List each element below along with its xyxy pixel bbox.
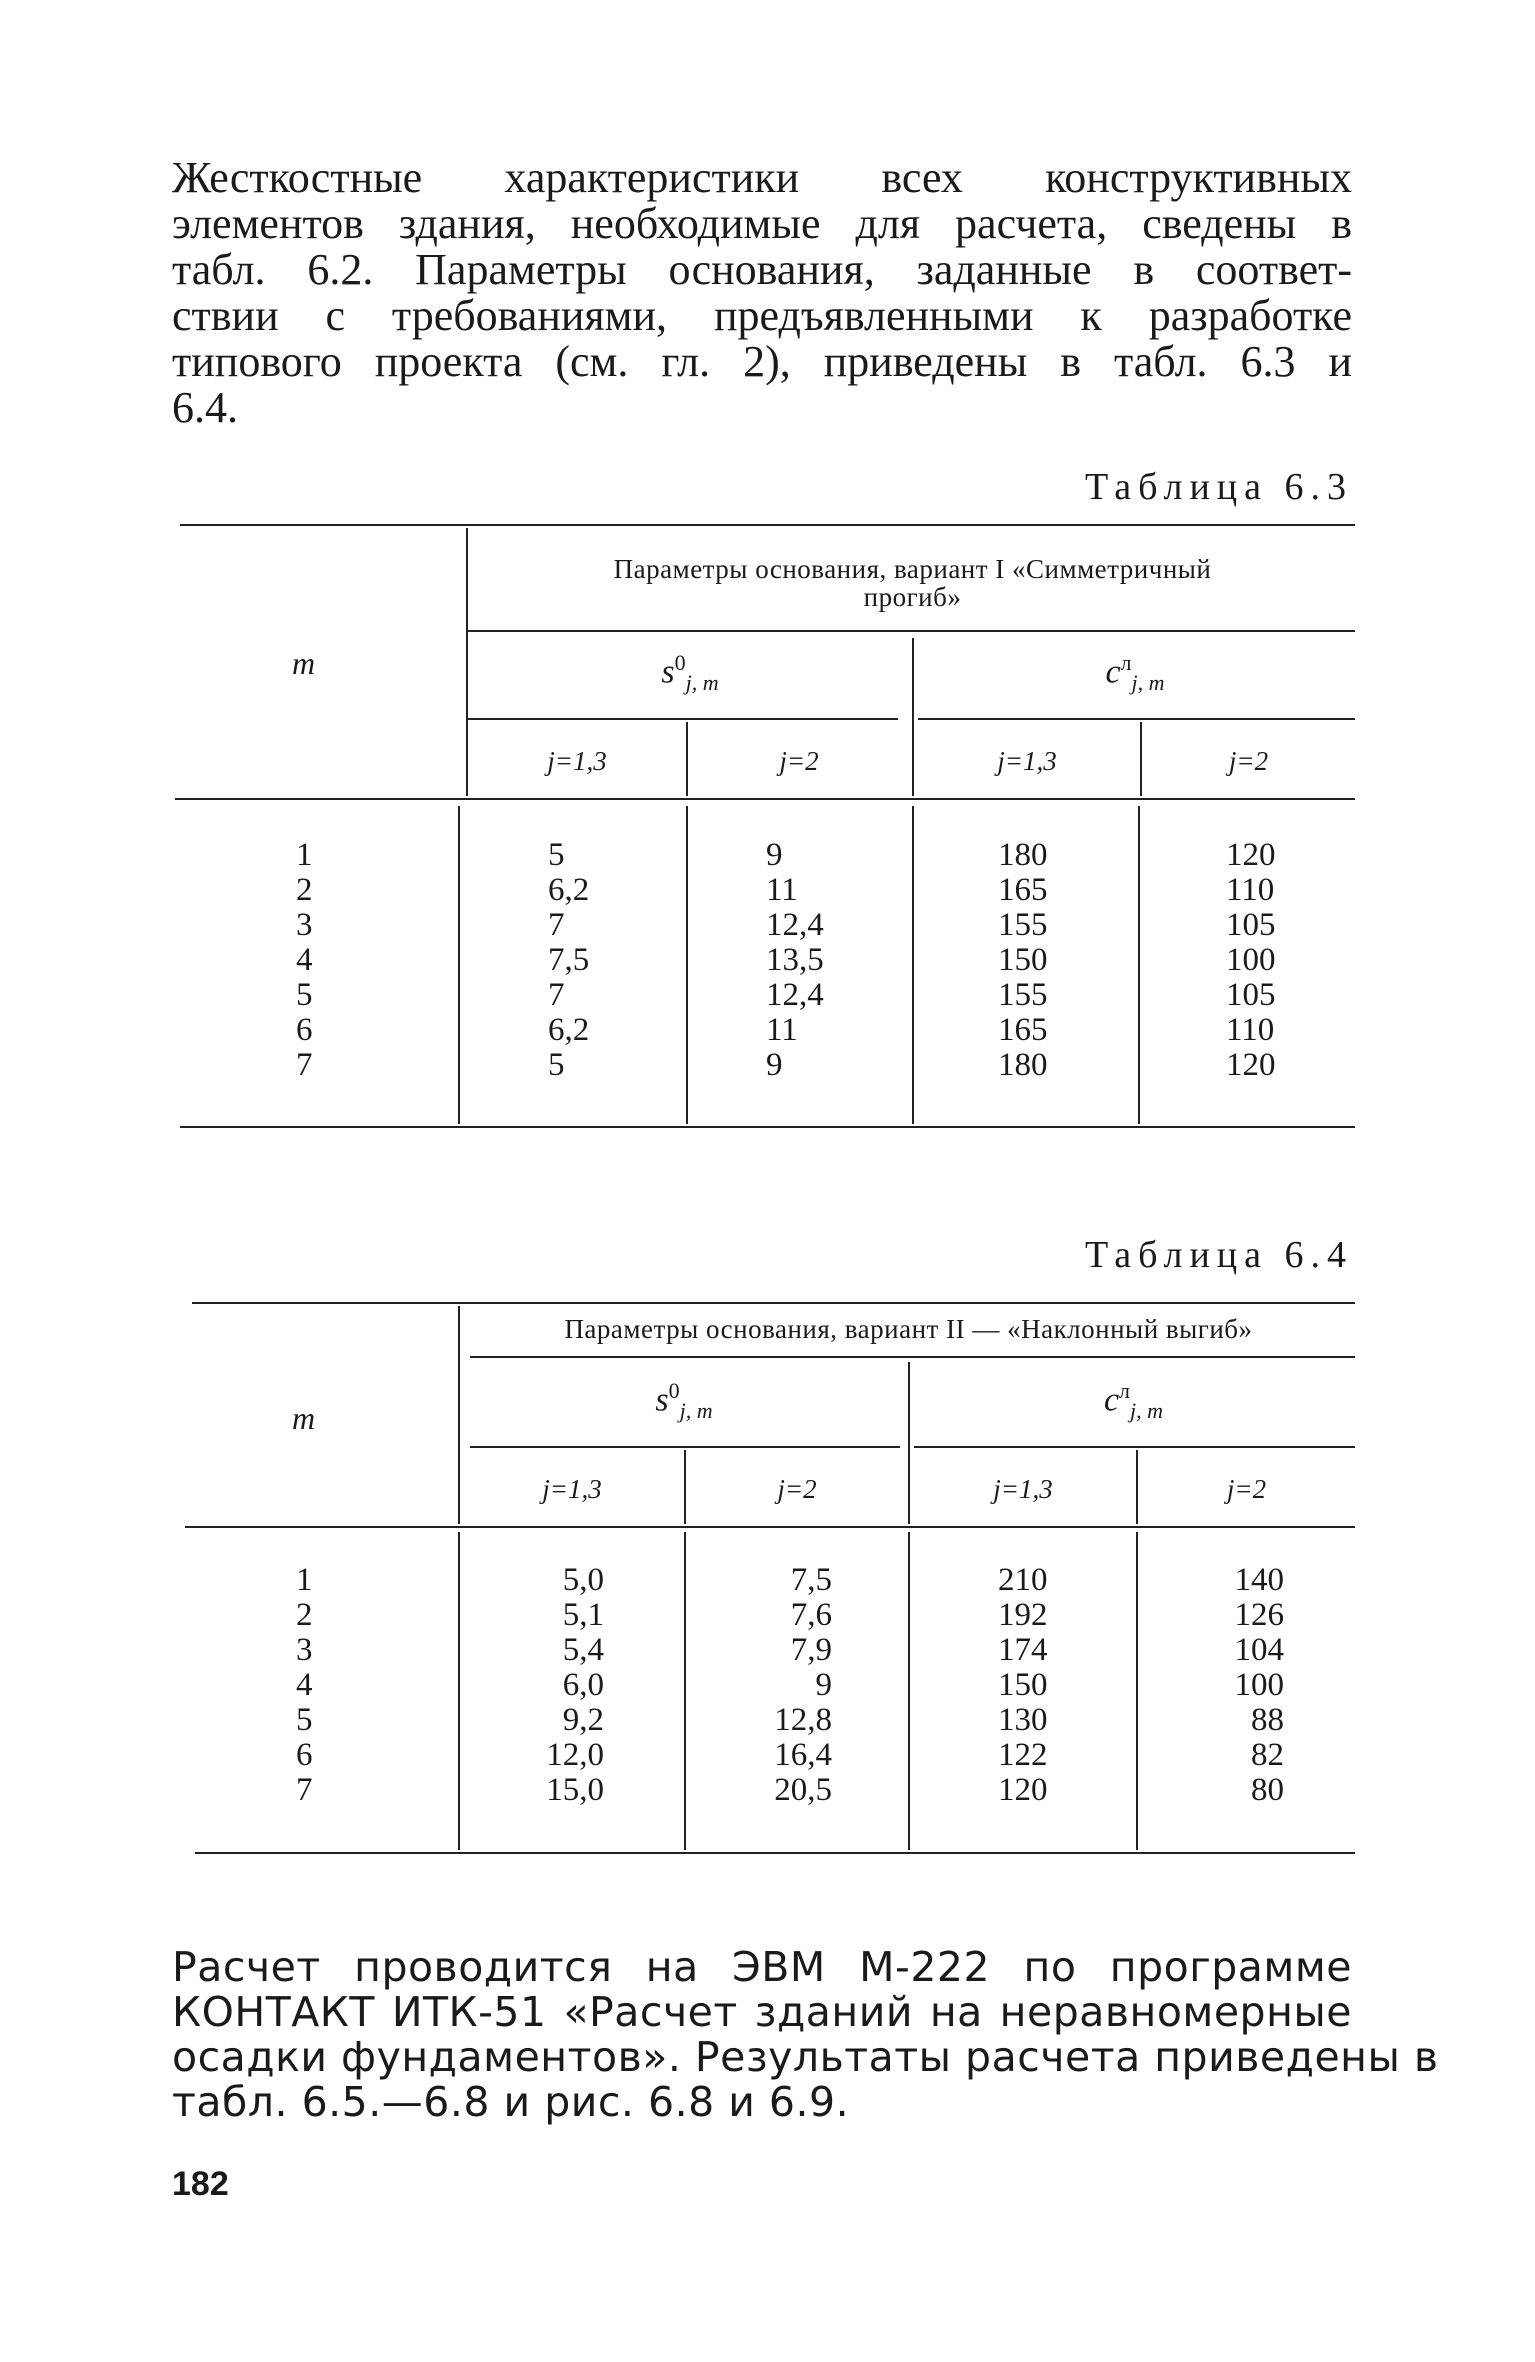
- table-cell: 5,4: [562, 1632, 604, 1668]
- table-cell: 3: [296, 907, 313, 943]
- table-cell: 9: [766, 1047, 783, 1083]
- table-cell: 6,2: [548, 1012, 590, 1048]
- table-cell: 7: [296, 1047, 313, 1083]
- intro-paragraph: [172, 155, 1352, 431]
- table-cell: 5,0: [562, 1562, 604, 1598]
- table-cell: 120: [998, 1772, 1048, 1808]
- table-cell: 6: [296, 1012, 313, 1048]
- table-cell: 5: [548, 837, 565, 873]
- table-cell: 88: [1251, 1702, 1284, 1738]
- m-column-header: m: [292, 645, 316, 681]
- table-cell: 174: [998, 1632, 1048, 1668]
- table-cell: 2: [296, 872, 313, 908]
- table-cell: 110: [1226, 1012, 1275, 1048]
- table-cell: 150: [998, 1667, 1048, 1703]
- table-cell: 110: [1226, 872, 1275, 908]
- table-cell: 5: [296, 1702, 313, 1738]
- s-j2-column: [766, 1563, 832, 1808]
- table-header-rule: [914, 1446, 1355, 1448]
- s-j13-column: [548, 838, 589, 1083]
- intro-line: табл. 6.2. Параметры основания, заданные в соответ-: [172, 245, 1352, 294]
- c-sub: j, m: [1131, 670, 1165, 696]
- s-header: [462, 1378, 906, 1424]
- table-cell: 210: [998, 1562, 1048, 1598]
- intro-line: типового проекта (см. гл. 2), приведены в табл. 6.3 и: [172, 337, 1352, 386]
- table-header-rule: [468, 718, 898, 720]
- outro-line: табл. 6.5.—6.8 и рис. 6.8 и 6.9.: [172, 2078, 850, 2126]
- intro-line: элементов здания, необходимые для расчета, сведены в: [172, 199, 1352, 248]
- table-header-rule: [918, 718, 1355, 720]
- table-cell: 12,4: [766, 977, 824, 1013]
- table-6-4-caption: Таблица 6.4: [1084, 1234, 1353, 1276]
- table-cell: 155: [998, 907, 1048, 943]
- table-cell: 140: [1234, 1562, 1284, 1598]
- table-divider: [908, 1532, 910, 1850]
- c-j13-column: [998, 838, 1048, 1083]
- s-j13-column: [540, 1563, 604, 1808]
- table-cell: 5: [548, 1047, 565, 1083]
- table-divider: [686, 806, 688, 1124]
- table-cell: 6,0: [562, 1667, 604, 1703]
- table-title-line: Параметры основания, вариант I «Симметричный: [613, 554, 1212, 584]
- table-cell: 12,8: [774, 1702, 832, 1738]
- table-divider: [1138, 806, 1140, 1124]
- table-cell: 192: [998, 1597, 1048, 1633]
- c-j2-column: [1226, 838, 1276, 1083]
- page-number: 182: [172, 2165, 229, 2203]
- s-sup: 0: [674, 650, 686, 675]
- subheader-j2: j=2: [1228, 746, 1269, 776]
- table-cell: 1: [296, 1562, 313, 1598]
- table-cell: 120: [1226, 837, 1276, 873]
- s-sub: j, m: [685, 670, 719, 696]
- table-cell: 7: [548, 977, 565, 1013]
- table-cell: 11: [766, 872, 798, 908]
- table-cell: 150: [998, 942, 1048, 978]
- table-cell: 9: [815, 1667, 832, 1703]
- table-bottom-rule: [195, 1852, 1355, 1854]
- table-6-3-caption: Таблица 6.3: [1084, 466, 1353, 508]
- table-cell: 7,9: [790, 1632, 832, 1668]
- m-values-column: [296, 838, 313, 1083]
- c-symbol: c: [1103, 1381, 1120, 1419]
- s-symbol: s: [661, 653, 675, 691]
- table-cell: 7: [548, 907, 565, 943]
- table-top-rule: [180, 524, 1355, 526]
- outro-paragraph: [172, 1943, 1439, 2126]
- table-cell: 12,4: [766, 907, 824, 943]
- table-header-bottom-rule: [185, 1526, 1355, 1528]
- table-cell: 20,5: [774, 1772, 832, 1808]
- s-header: [470, 650, 910, 696]
- table-top-rule: [192, 1302, 1355, 1304]
- table-title: Параметры основания, вариант II — «Наклонный выгиб»: [564, 1314, 1253, 1344]
- intro-line: Жесткостные характеристики всех конструктивных: [172, 153, 1352, 202]
- table-cell: 80: [1251, 1772, 1284, 1808]
- table-divider: [912, 806, 914, 1124]
- table-header-rule: [468, 630, 1355, 632]
- c-symbol: c: [1105, 653, 1121, 691]
- subheader-j13: j=1,3: [542, 1474, 602, 1504]
- s-j2-column: [766, 838, 824, 1083]
- c-j2-column: [1218, 1563, 1284, 1808]
- subheader-j13: j=1,3: [547, 746, 607, 776]
- table-cell: 7: [296, 1772, 313, 1808]
- s-symbol: s: [655, 1381, 669, 1419]
- c-header: [912, 1378, 1355, 1424]
- table-cell: 1: [296, 837, 313, 873]
- table-cell: 100: [1226, 942, 1276, 978]
- c-sup: л: [1120, 650, 1132, 675]
- table-header-rule: [470, 1446, 900, 1448]
- table-cell: 3: [296, 1632, 313, 1668]
- table-divider: [684, 1532, 686, 1850]
- outro-line: КОНТАКТ ИТК-51 «Расчет зданий на неравномерные: [172, 1988, 1352, 2036]
- table-cell: 120: [1226, 1047, 1276, 1083]
- table-cell: 180: [998, 1047, 1048, 1083]
- table-cell: 122: [998, 1737, 1048, 1773]
- table-cell: 165: [998, 1012, 1048, 1048]
- table-cell: 165: [998, 872, 1048, 908]
- table-cell: 105: [1226, 977, 1276, 1013]
- table-title-line: прогиб»: [863, 582, 962, 612]
- table-bottom-rule: [180, 1126, 1355, 1128]
- table-cell: 82: [1251, 1737, 1284, 1773]
- c-j13-column: [998, 1563, 1048, 1808]
- table-cell: 104: [1234, 1632, 1284, 1668]
- s-sup: 0: [668, 1378, 680, 1403]
- table-cell: 7,5: [790, 1562, 832, 1598]
- table-cell: 100: [1234, 1667, 1284, 1703]
- table-cell: 5: [296, 977, 313, 1013]
- table-cell: 12,0: [546, 1737, 604, 1773]
- subheader-j2: j=2: [779, 746, 819, 776]
- table-header-bottom-rule: [175, 798, 1355, 800]
- c-sup: л: [1119, 1378, 1131, 1403]
- m-values-column: [296, 1563, 313, 1808]
- table-cell: 6,2: [548, 872, 590, 908]
- table-cell: 126: [1234, 1597, 1284, 1633]
- subheader-j13: j=1,3: [993, 1474, 1053, 1504]
- table-cell: 7,5: [548, 942, 590, 978]
- table-cell: 9,2: [562, 1702, 604, 1738]
- table-cell: 16,4: [774, 1737, 832, 1773]
- table-cell: 15,0: [546, 1772, 604, 1808]
- table-cell: 130: [998, 1702, 1048, 1738]
- table-cell: 7,6: [790, 1597, 832, 1633]
- outro-line: осадки фундаментов». Результаты расчета приведены в: [172, 2033, 1439, 2081]
- table-cell: 9: [766, 837, 783, 873]
- table-cell: 4: [296, 942, 313, 978]
- subheader-j13: j=1,3: [997, 746, 1057, 776]
- subheader-j2: j=2: [1226, 1474, 1267, 1504]
- m-column-header: m: [292, 1400, 316, 1436]
- c-header: [916, 650, 1354, 696]
- table-cell: 180: [998, 837, 1048, 873]
- table-cell: 2: [296, 1597, 313, 1633]
- table-cell: 11: [766, 1012, 798, 1048]
- table-cell: 155: [998, 977, 1048, 1013]
- table-divider: [1136, 1532, 1138, 1850]
- outro-line: Расчет проводится на ЭВМ М-222 по программе: [172, 1943, 1352, 1991]
- table-cell: 5,1: [562, 1597, 604, 1633]
- s-sub: j, m: [679, 1398, 713, 1424]
- table-header-rule: [470, 1356, 1355, 1358]
- intro-line: ствии с требованиями, предъявленными к разработке: [172, 291, 1352, 340]
- intro-line: 6.4.: [172, 383, 238, 432]
- table-cell: 4: [296, 1667, 313, 1703]
- subheader-j2: j=2: [777, 1474, 817, 1504]
- table-divider: [458, 806, 460, 1124]
- table-cell: 6: [296, 1737, 313, 1773]
- table-divider: [458, 1532, 460, 1850]
- table-cell: 13,5: [766, 942, 824, 978]
- c-sub: j, m: [1130, 1398, 1164, 1424]
- table-cell: 105: [1226, 907, 1276, 943]
